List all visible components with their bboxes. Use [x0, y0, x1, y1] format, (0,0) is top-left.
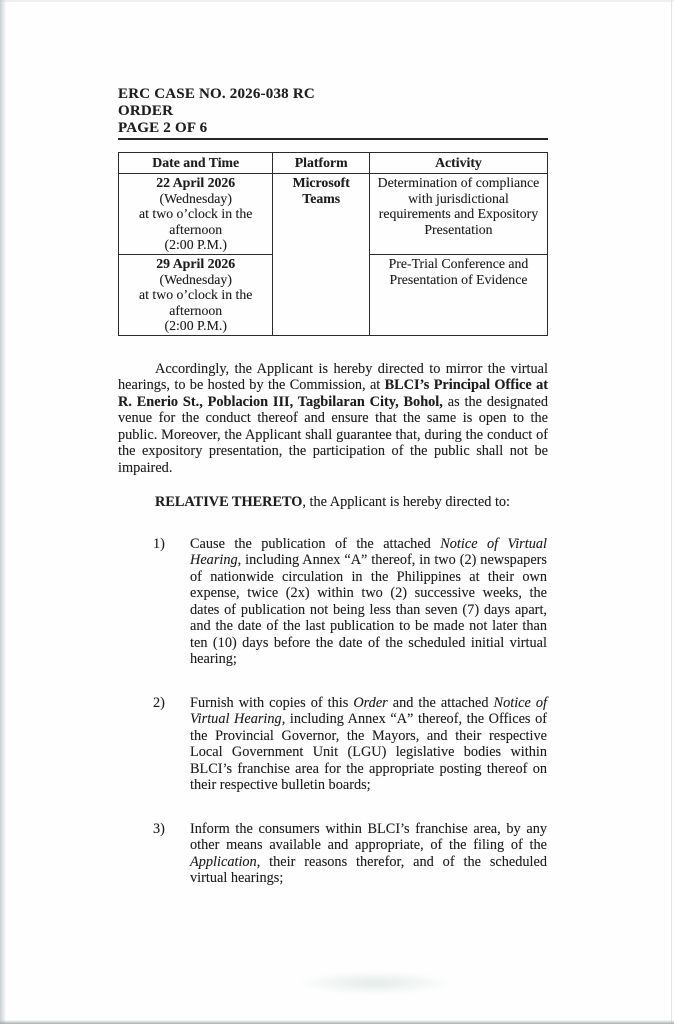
hearing-time-numeric: (2:00 P.M.): [164, 237, 227, 253]
hearing-schedule-table: [118, 152, 548, 336]
scan-edge-left: [0, 0, 7, 1024]
list-item-text: [190, 695, 548, 794]
list-item-text: [190, 821, 548, 887]
hearing-time-words2: afternoon: [169, 302, 223, 318]
column-header-activity: Activity: [369, 153, 547, 174]
paragraph-text: as the designated venue for the conduct thereof and ensure that the same is open to the public. Moreover, the Applicant shall guarantee that, during the conduct of the expository presentation, the participation of the public shall not be impaired.: [118, 393, 548, 476]
activity-cell: Pre-Trial Conference and Presentation of Evidence: [369, 254, 547, 335]
list-item: [153, 695, 548, 794]
scan-edge-right: [671, 0, 672, 1024]
case-number: ERC CASE NO. 2026-038 RC: [118, 86, 315, 102]
item-text-segment: Cause the publication of the attached: [190, 535, 441, 552]
paragraph-venue-directive: [118, 361, 548, 477]
list-item-number: 3): [153, 820, 165, 837]
scan-edge-bottom: [0, 1020, 674, 1024]
item-text-segment: Furnish with copies of this: [190, 694, 354, 711]
hearing-time-words: at two o’clock in the: [139, 287, 253, 303]
list-item-number: 1): [153, 535, 165, 552]
directives-list: [118, 536, 548, 887]
column-header-date-time: Date and Time: [119, 153, 273, 174]
item-text-segment: and the attached: [387, 694, 494, 711]
page-indicator: PAGE 2 OF 6: [118, 119, 208, 136]
date-time-cell: [119, 254, 273, 335]
scan-smudge: [295, 972, 455, 994]
list-item: [153, 536, 548, 668]
platform-cell: Microsoft Teams: [273, 173, 370, 335]
list-item-number: 2): [153, 694, 165, 711]
table-row: [119, 173, 548, 254]
activity-cell: Determination of compliance with jurisdictional requirements and Expository Presentation: [369, 173, 547, 254]
hearing-time-numeric: (2:00 P.M.): [164, 318, 227, 334]
item-text-segment: Inform the consumers within BLCI’s franchise area, by any other means available and appropriate, of the filing of the: [190, 820, 547, 854]
item-text-italic: Notice of Virtual Hearing: [190, 535, 547, 569]
column-header-platform: Platform: [273, 153, 370, 174]
document-header: [118, 86, 548, 140]
venue-address-bold: BLCI’s Principal Office at R. Enerio St., Poblacion III, Tagbilaran City, Bohol,: [118, 377, 548, 410]
hearing-day: (Wednesday): [159, 190, 232, 206]
table-header-row: [119, 153, 548, 174]
hearing-date: 29 April 2026: [156, 255, 236, 271]
hearing-day: (Wednesday): [159, 271, 232, 287]
list-item: [153, 821, 548, 887]
item-text-segment: , their reasons therefor, and of the scheduled virtual hearings;: [190, 853, 547, 887]
scan-edge-top: [0, 0, 674, 2]
paragraph-text: Accordingly, the Applicant is hereby directed to mirror the virtual hearings, to be hosted by the Commission, at: [118, 360, 548, 394]
paragraph-text: , the Applicant is hereby directed to:: [302, 494, 511, 511]
date-time-cell: [119, 173, 273, 254]
paragraph-relative-thereto: [118, 494, 548, 511]
hearing-time-words: at two o’clock in the: [139, 206, 253, 222]
document-type: ORDER: [118, 102, 174, 119]
item-text-segment: including Annex “A” thereof, the Offices of the Provincial Governor, the Mayors, and their respective Local Government Unit (LGU) legislative bodies within BLCI’s franchise area for the appropriate posting thereof on their respective bulletin boards;: [190, 711, 547, 794]
item-text-segment: , including Annex “A” thereof, in two (2) newspapers of nationwide circulation in the Philippines at their own expense, twice (2x) within two (2) successive weeks, the dates of publication not being less than seven (7) days apart, and the date of the last publication to be made not later than ten (10) days before the date of the scheduled initial virtual hearing;: [190, 552, 547, 668]
item-text-italic: Application: [190, 853, 257, 870]
hearing-date: 22 April 2026: [156, 174, 236, 190]
document-content: [118, 86, 548, 914]
item-text-italic: Order: [353, 694, 388, 711]
list-item-text: [190, 536, 548, 668]
item-text-italic: Notice of Virtual Hearing,: [190, 694, 548, 728]
hearing-time-words2: afternoon: [169, 221, 223, 237]
relative-thereto-bold: RELATIVE THERETO: [155, 494, 303, 511]
